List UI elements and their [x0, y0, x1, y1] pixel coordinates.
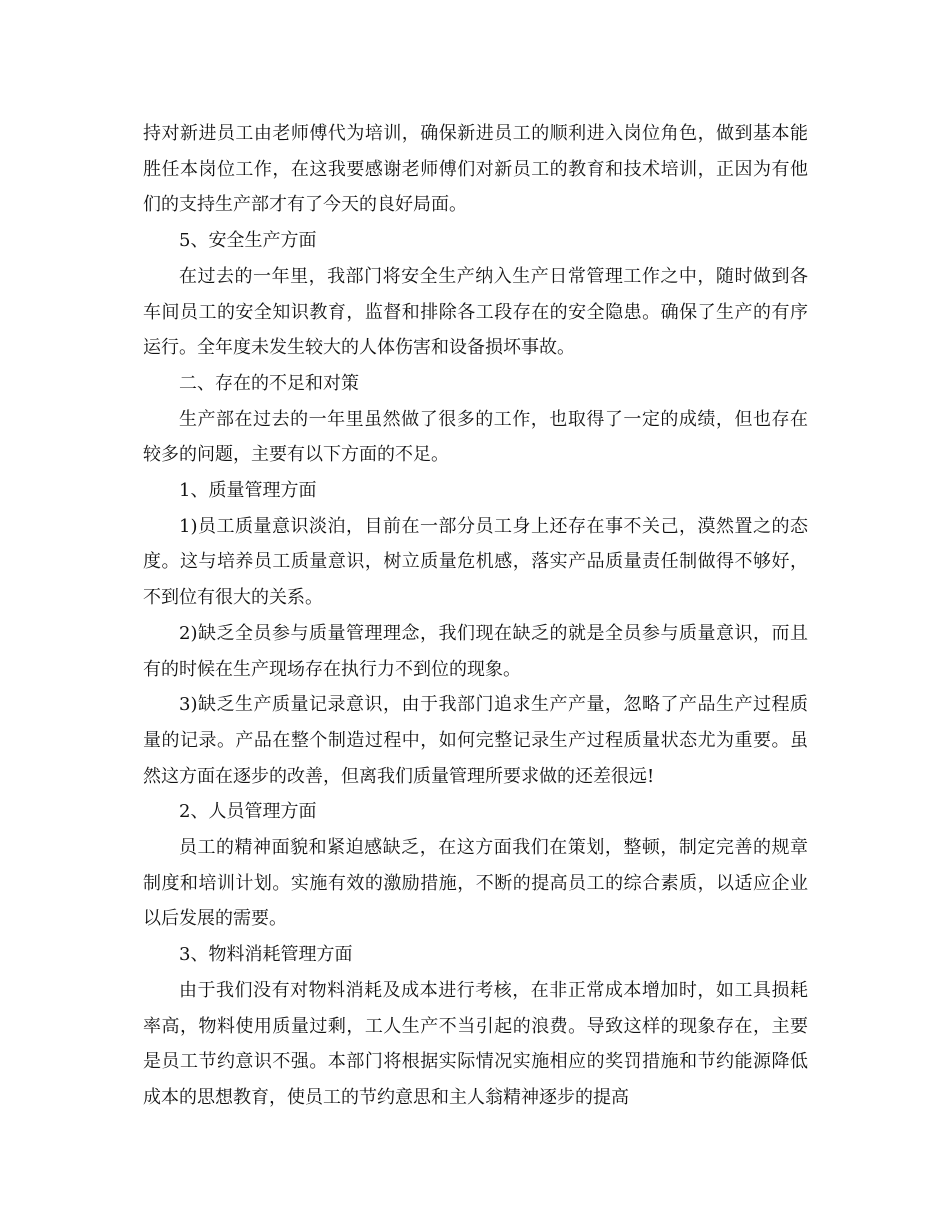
paragraph-personnel-management: 员工的精神面貌和紧迫感缺乏，在这方面我们在策划，整顿，制定完善的规章制度和培训计划。实施有效的激励措施，不断的提高员工的综合素质，以适应企业以后发展的需要。 [143, 837, 808, 930]
paragraph-training-continuation: 持对新进员工由老师傅代为培训，确保新进员工的顺利进入岗位角色，做到基本能胜任本岗位工作，在这我要感谢老师傅们对新员工的教育和技术培训，正因为有他们的支持生产部才有了今天的良好局面。 [143, 123, 808, 216]
paragraph-shortcomings-intro: 生产部在过去的一年里虽然做了很多的工作，也取得了一定的成绩，但也存在较多的问题，主要有以下方面的不足。 [143, 408, 808, 466]
heading-material-consumption: 3、物料消耗管理方面 [179, 944, 353, 966]
paragraph-quality-item-1: 1)员工质量意识淡泊，目前在一部分员工身上还存在事不关己，漠然置之的态度。这与培养员工质量意识，树立质量危机感，落实产品质量责任制做得不够好，不到位有很大的关系。 [143, 515, 808, 609]
heading-personnel-management: 2、人员管理方面 [179, 801, 317, 823]
paragraph-quality-item-2: 2)缺乏全员参与质量管理理念，我们现在缺乏的就是全员参与质量意识，而且有的时候在生产现场存在执行力不到位的现象。 [143, 622, 808, 680]
paragraph-material-consumption: 由于我们没有对物料消耗及成本进行考核，在非正常成本增加时，如工具损耗率高，物料使用质量过剩，工人生产不当引起的浪费。导致这样的现象存在，主要是员工节约意识不强。本部门将根据实际情况实施相应的奖罚措施和节约能源降低成本的思想教育，使员工的节约意思和主人翁精神逐步的提高 [143, 979, 808, 1108]
heading-quality-management: 1、质量管理方面 [179, 480, 317, 502]
paragraph-safety-production: 在过去的一年里，我部门将安全生产纳入生产日常管理工作之中，随时做到各车间员工的安全知识教育，监督和排除各工段存在的安全隐患。确保了生产的有序运行。全年度未发生较大的人体伤害和设备损坏事故。 [143, 265, 808, 359]
heading-safety-production: 5、安全生产方面 [179, 230, 317, 252]
paragraph-quality-item-3: 3)缺乏生产质量记录意识，由于我部门追求生产产量，忽略了产品生产过程质量的记录。产品在整个制造过程中，如何完整记录生产过程质量状态尤为重要。虽然这方面在逐步的改善，但离我们质量管理所要求做的还差很远! [143, 694, 808, 787]
heading-shortcomings: 二、存在的不足和对策 [179, 372, 359, 394]
document-body [143, 116, 808, 1116]
